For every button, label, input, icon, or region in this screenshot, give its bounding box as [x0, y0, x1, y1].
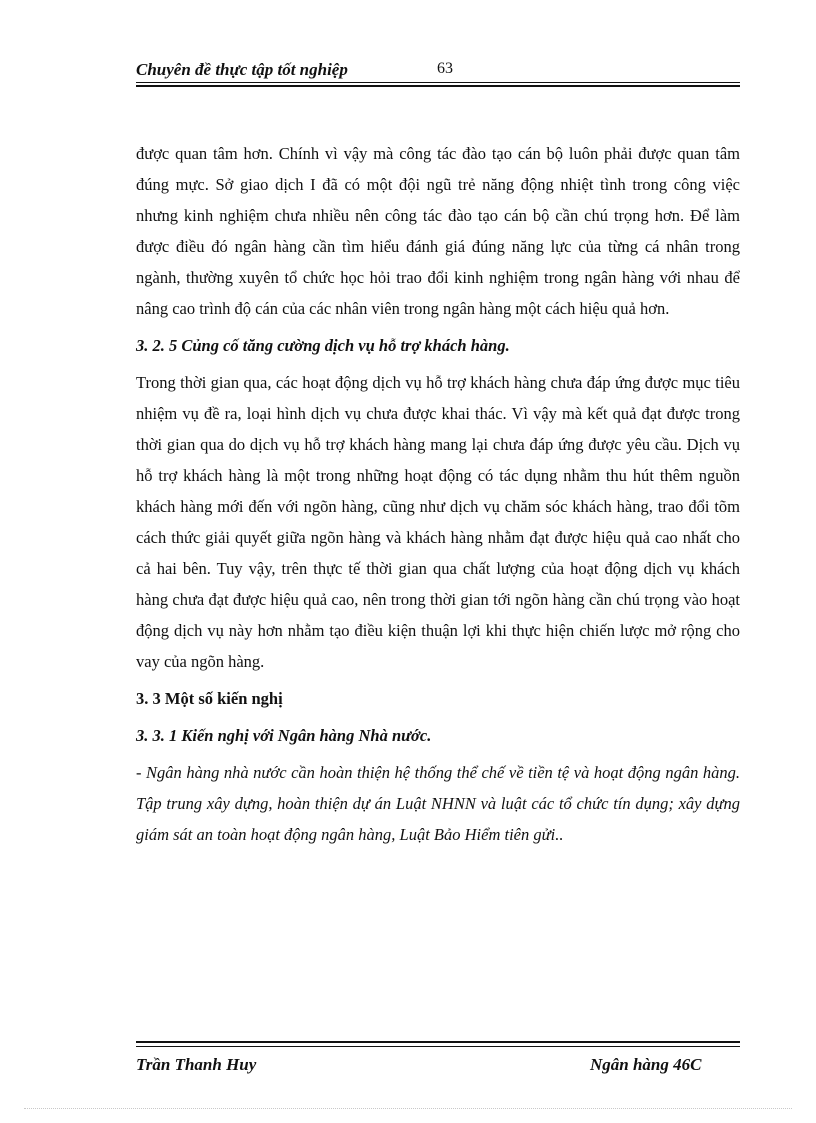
footer-rule-thin [136, 1046, 740, 1047]
page-number: 63 [437, 60, 453, 77]
document-body [136, 138, 740, 850]
page-bottom-border [24, 1108, 792, 1109]
header-rule-thick [136, 85, 740, 87]
paragraph-customer-support: Trong thời gian qua, các hoạt động dịch vụ hỗ trợ khách hàng chưa đáp ứng được mục tiêu nhiệm vụ đề ra, loại hình dịch vụ chưa được khai thác. Vì vậy mà kết quả đạt được trong thời gian qua do dịch vụ hỗ trợ khách hàng mang lại chưa đáp ứng được yêu cầu. Dịch vụ hỗ trợ khách hàng là một trong những hoạt động có tác dụng nhằm thu hút thêm nguồn khách hàng mới đến với ngõn hàng, cũng như dịch vụ chăm sóc khách hàng, trao đổi tõm cách thức giải quyết giữa ngõn hàng và khách hàng nhằm đạt được hiệu quả cao nhất cho cả hai bên. Tuy vậy, trên thực tế thời gian qua chất lượng của hoạt động dịch vụ khách hàng chưa đạt được hiệu quả cao, nên trong thời gian tới ngõn hàng cần chú trọng vào hoạt động dịch vụ này hơn nhằm tạo điều kiện thuận lợi khi thực hiện chiến lược mở rộng cho vay của ngõn hàng. [136, 373, 740, 671]
footer-class: Ngân hàng 46C [590, 1055, 702, 1074]
section-heading-3-3: 3. 3 Một số kiến nghị [136, 689, 283, 708]
paragraph-staff-training: được quan tâm hơn. Chính vì vậy mà công tác đào tạo cán bộ luôn phải được quan tâm đúng mực. Sở giao dịch I đã có một đội ngũ trẻ năng động nhiệt tình trong công việc nhưng kinh nghiệm chưa nhiều nên công tác đào tạo cán bộ cần chú trọng hơn. Để làm được điều đó ngân hàng cần tìm hiểu đánh giá đúng năng lực của từng cá nhân trong ngành, thường xuyên tổ chức học hỏi trao đổi kinh nghiệm trong ngân hàng với nhau để nâng cao trình độ cán của các nhân viên trong ngân hàng một cách hiệu quả hơn. [136, 144, 740, 318]
footer-author: Trần Thanh Huy [136, 1055, 257, 1074]
section-heading-3-2-5: 3. 2. 5 Củng cố tăng cường dịch vụ hỗ trợ khách hàng. [136, 336, 510, 355]
section-heading-3-3-1: 3. 3. 1 Kiến nghị với Ngân hàng Nhà nước. [136, 726, 432, 745]
footer-rule-thick [136, 1041, 740, 1043]
header-rule-thin [136, 82, 740, 83]
header-title: Chuyên đề thực tập tốt nghiệp [136, 60, 348, 79]
paragraph-central-bank-recommendation: - Ngân hàng nhà nước cần hoàn thiện hệ thống thể chế về tiền tệ và hoạt động ngân hàng. Tập trung xây dựng, hoàn thiện dự án Luật NHNN và luật các tổ chức tín dụng; xây dựng giám sát an toàn hoạt động ngân hàng, Luật Bảo Hiểm tiên gửi.. [136, 763, 740, 844]
